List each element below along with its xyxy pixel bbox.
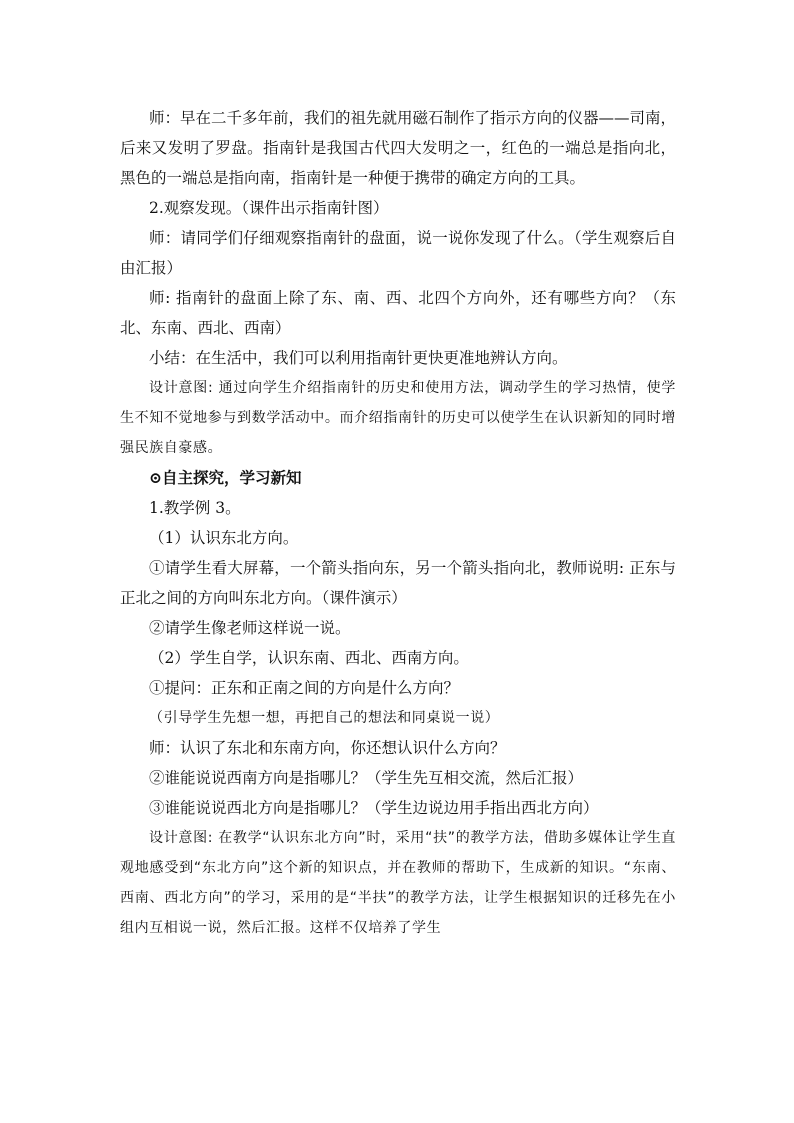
observe-heading: 2.观察发现。（课件出示指南针图） bbox=[149, 199, 389, 217]
teacher-directions-paragraph: 师: 指南针的盘面上除了东、南、西、北四个方向外，还有哪些方向？（东北、东南、西北、西南） bbox=[120, 289, 676, 337]
step-1b-paragraph: ②请学生像老师这样说一说。 bbox=[149, 619, 351, 637]
step-1-heading: （1）认识东北方向。 bbox=[149, 529, 299, 547]
teacher-intro-paragraph: 师：早在二千多年前，我们的祖先就用磁石制作了指示方向的仪器——司南，后来又发明了罗盘。指南针是我国古代四大发明之一，红色的一端总是指向北，黑色的一端总是指向南，指南针是一种便于携带的确定方向的工具。 bbox=[120, 109, 677, 187]
design-intent-2-paragraph: 设计意图: 在教学“认识东北方向”时，采用“扶”的教学方法，借助多媒体让学生直观地感受到“东北方向”这个新的知识点，并在教师的帮助下，生成新的知识。“东南、西南、西北方向”的学习，采用的是“半扶”的教学方法，让学生根据知识的迁移先在小组内互相说一说，然后汇报。这样不仅培养了学生 bbox=[120, 830, 676, 936]
step-1a-paragraph: ①请学生看大屏幕，一个箭头指向东，另一个箭头指向北，教师说明: 正东与正北之间的方向叫东北方向。（课件演示） bbox=[120, 559, 676, 607]
summary-paragraph: 小结：在生活中，我们可以利用指南针更快更准地辨认方向。 bbox=[149, 349, 568, 367]
step-2-heading: （2）学生自学，认识东南、西北、西南方向。 bbox=[149, 649, 469, 667]
document-page bbox=[120, 103, 676, 943]
step-2a-note: （引导学生先想一想，再把自己的想法和同桌说一说） bbox=[149, 710, 500, 726]
step-2c-paragraph: ③谁能说说西北方向是指哪儿？（学生边说边用手指出西北方向） bbox=[149, 799, 599, 817]
teacher-observe-paragraph: 师：请同学们仔细观察指南针的盘面，说一说你发现了什么。（学生观察后自由汇报） bbox=[120, 229, 676, 277]
step-2b-paragraph: ②谁能说说西南方向是指哪儿？（学生先互相交流，然后汇报） bbox=[149, 769, 584, 787]
section-heading: ⊙自主探究，学习新知 bbox=[149, 468, 302, 487]
example-heading: 1.教学例 3。 bbox=[149, 499, 241, 517]
design-intent-paragraph: 设计意图: 通过向学生介绍指南针的历史和使用方法，调动学生的学习热情，使学生不知不觉地参与到数学活动中。而介绍指南针的历史可以使学生在认识新知的同时增强民族自豪感。 bbox=[120, 380, 676, 456]
teacher-next-paragraph: 师：认识了东北和东南方向，你还想认识什么方向？ bbox=[149, 739, 506, 757]
step-2a-paragraph: ①提问：正东和正南之间的方向是什么方向？ bbox=[149, 679, 460, 697]
